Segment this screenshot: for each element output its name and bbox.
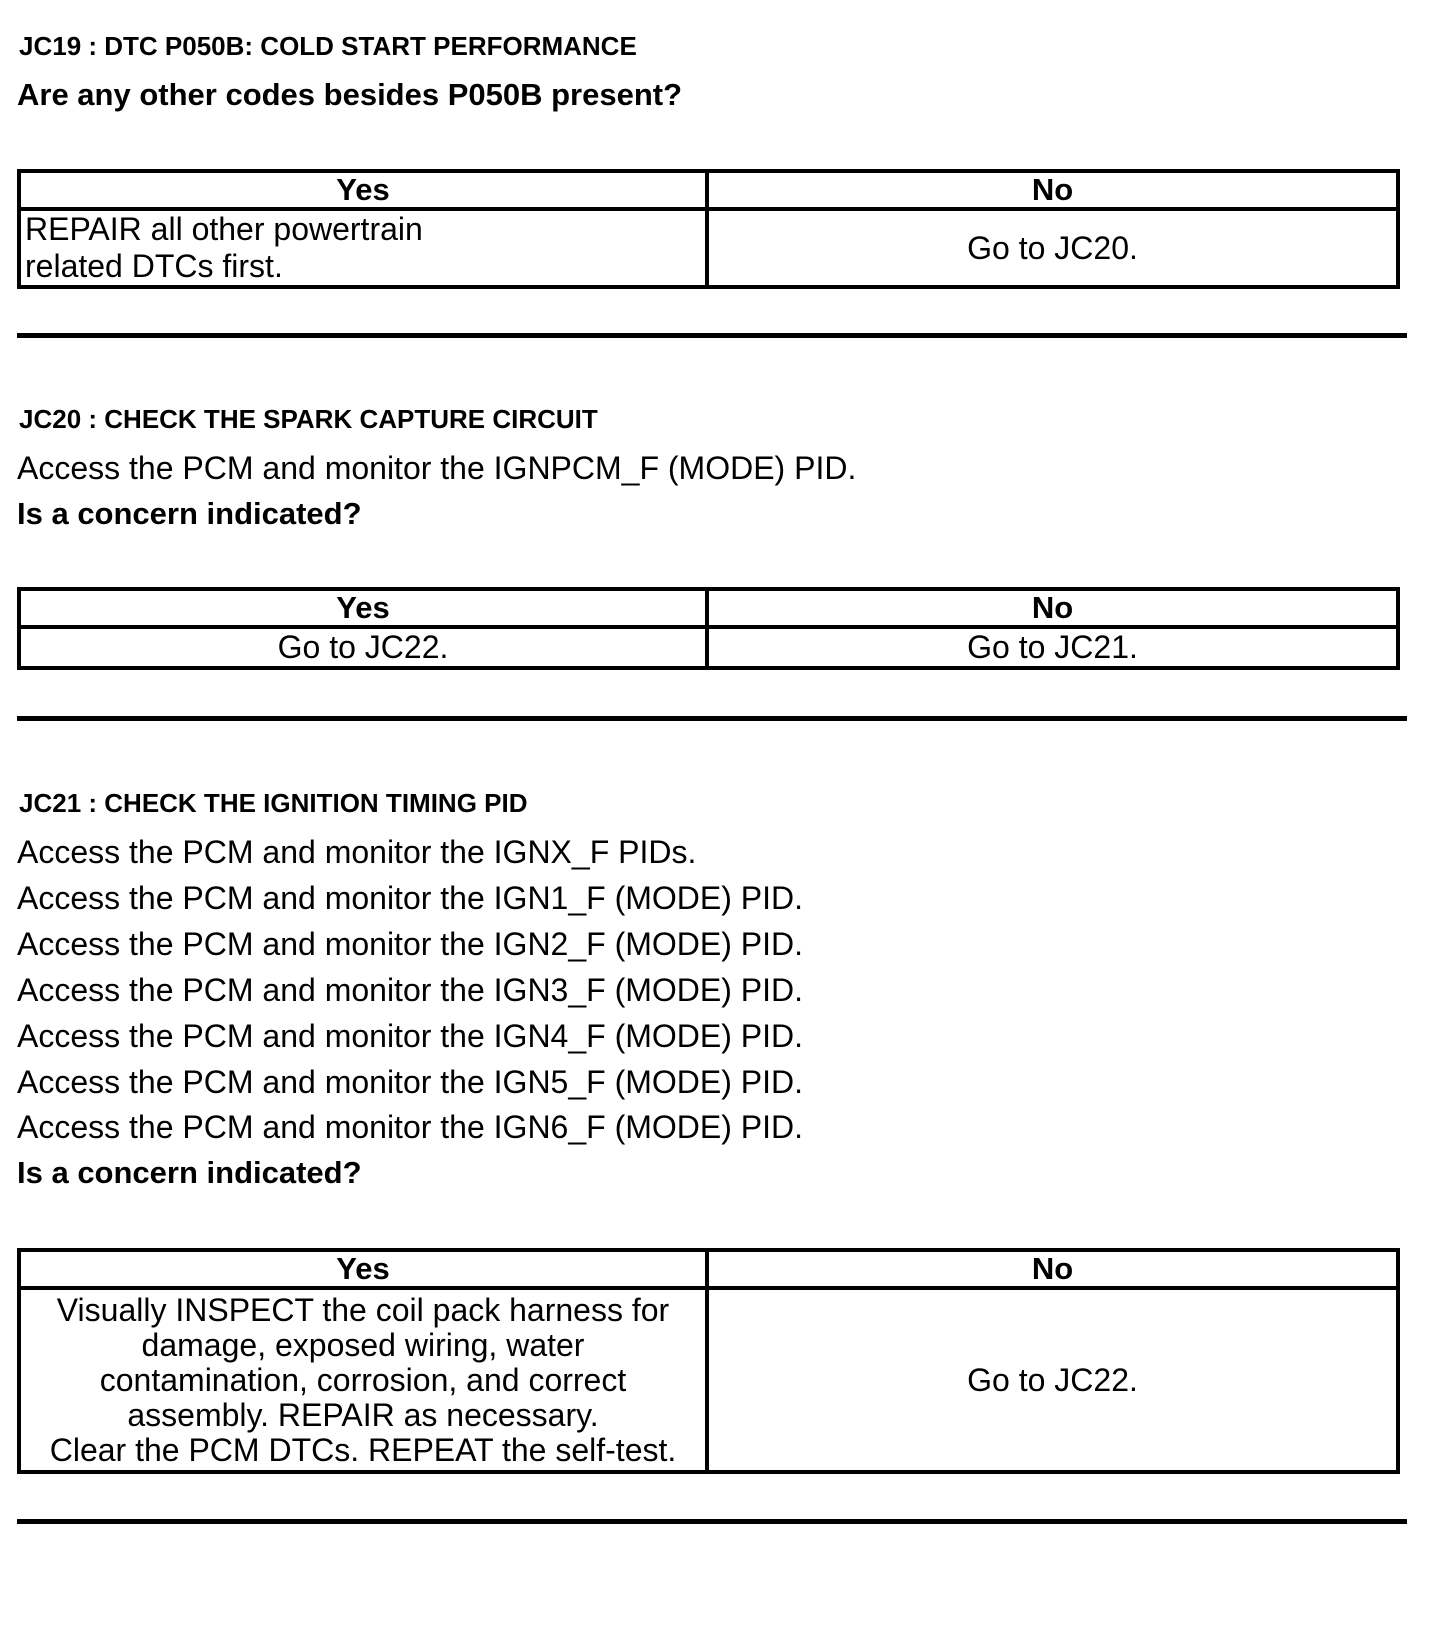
jc19-yes-line: REPAIR all other powertrain [25,211,423,247]
jc21-step: Access the PCM and monitor the IGN2_F (MODE) PID. [17,926,804,962]
jc19-question: Are any other codes besides P050B present? [17,77,683,112]
jc21-step: Access the PCM and monitor the IGN3_F (MODE) PID. [17,972,804,1008]
jc21-yes-line: damage, exposed wiring, water [141,1326,585,1363]
jc21-yes-line: Visually INSPECT the coil pack harness for [56,1291,670,1328]
jc21-step: Access the PCM and monitor the IGN6_F (MODE) PID. [17,1109,804,1145]
jc21-no-cell: Go to JC22. [707,1288,1398,1472]
jc20-yes-cell: Go to JC22. [19,627,707,668]
jc19-yes-no-table [17,169,1400,289]
jc21-step: Access the PCM and monitor the IGN5_F (MODE) PID. [17,1064,804,1100]
jc21-step: Access the PCM and monitor the IGN1_F (MODE) PID. [17,880,804,916]
jc21-step: Access the PCM and monitor the IGN4_F (MODE) PID. [17,1018,804,1054]
jc21-no-header: No [707,1250,1398,1288]
jc21-step: Access the PCM and monitor the IGNX_F PIDs. [17,834,697,870]
jc19-no-cell: Go to JC20. [707,209,1398,287]
jc21-yes-line: assembly. REPAIR as necessary. [127,1396,599,1433]
jc20-yes-header: Yes [19,589,707,627]
jc21-question: Is a concern indicated? [17,1155,362,1190]
jc21-yes-no-table [17,1248,1400,1474]
jc20-step: Access the PCM and monitor the IGNPCM_F (MODE) PID. [17,450,857,486]
jc20-question: Is a concern indicated? [17,496,362,531]
jc20-yes-no-table [17,587,1400,670]
jc21-yes-cell [19,1288,707,1472]
jc20-heading: JC20 : CHECK THE SPARK CAPTURE CIRCUIT [19,404,598,434]
jc19-heading: JC19 : DTC P050B: COLD START PERFORMANCE [19,31,637,61]
section-divider [17,333,1407,338]
jc19-yes-line: related DTCs first. [25,248,283,284]
jc21-yes-line: Clear the PCM DTCs. REPEAT the self-test. [49,1431,677,1468]
jc19-yes-header: Yes [19,171,707,209]
jc20-no-header: No [707,589,1398,627]
jc21-yes-header: Yes [19,1250,707,1288]
jc19-no-header: No [707,171,1398,209]
section-divider [17,1519,1407,1524]
jc21-heading: JC21 : CHECK THE IGNITION TIMING PID [19,788,528,818]
section-divider [17,716,1407,721]
jc19-yes-cell [19,209,707,287]
jc21-yes-line: contamination, corrosion, and correct [99,1361,627,1398]
jc20-no-cell: Go to JC21. [707,627,1398,668]
